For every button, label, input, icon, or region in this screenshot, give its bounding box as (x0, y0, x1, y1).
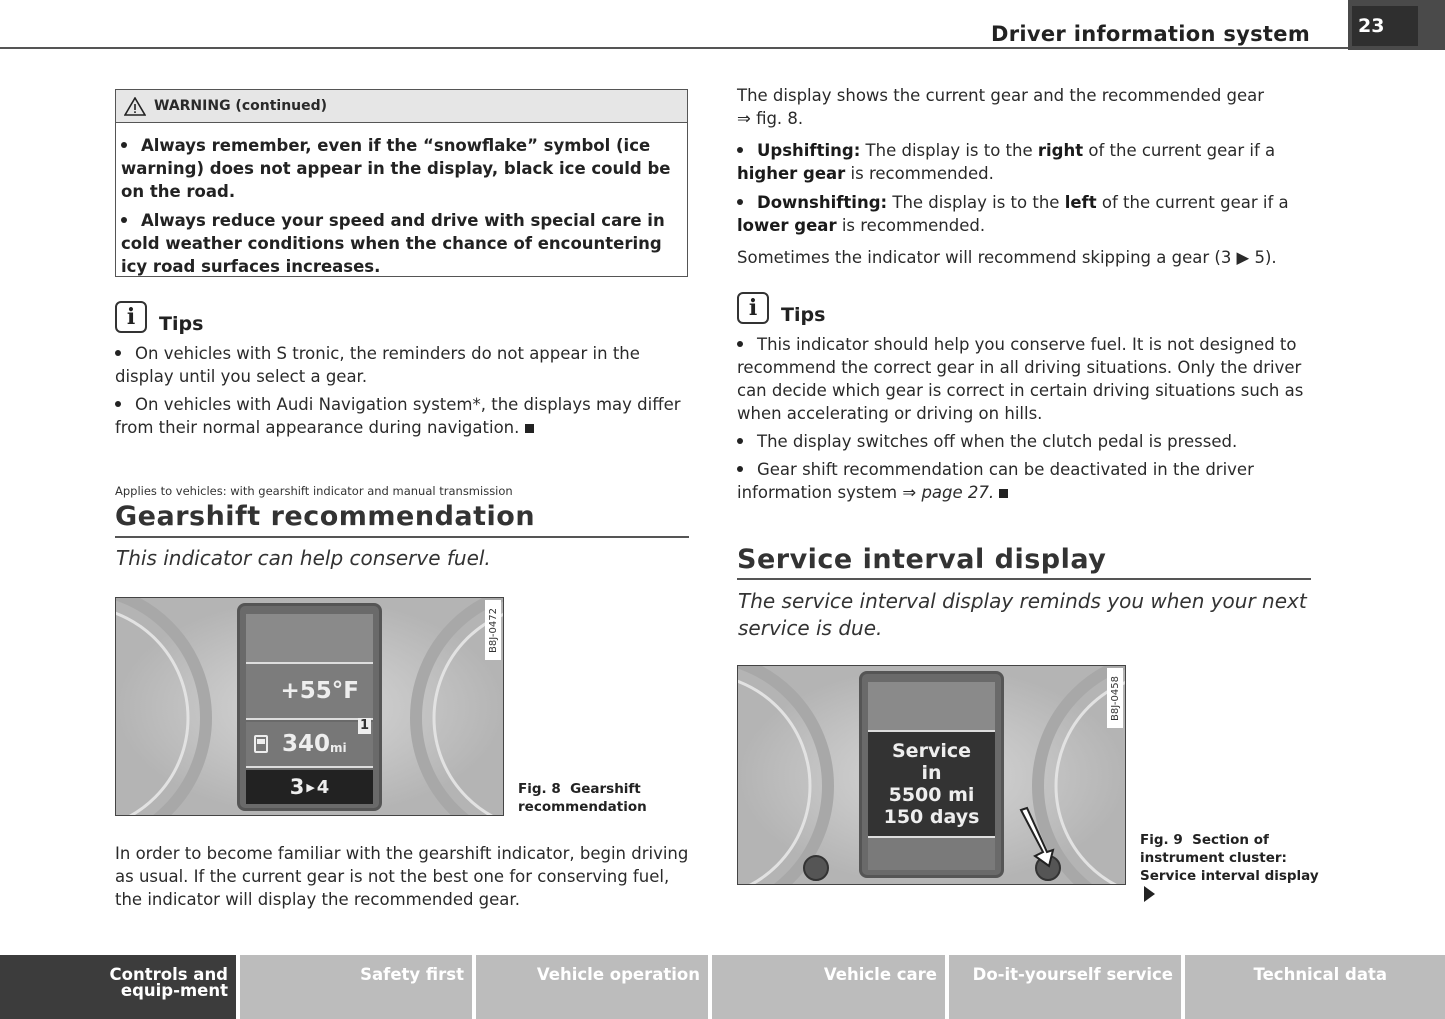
current-gear: 3 (289, 775, 305, 799)
warning-item: Always remember, even if the “snowflake” symbol (ice warning) does not appear in the display, black ice could be on the road. (121, 136, 671, 201)
info-icon: i (737, 292, 769, 324)
downshifting-item: Downshifting: The display is to the left of the current gear if a lower gear is recommended. (737, 193, 1289, 235)
info-icon: i (115, 301, 147, 333)
applies-note: Applies to vehicles: with gearshift indicator and manual transmission (115, 484, 513, 498)
tip-item: On vehicles with S tronic, the reminders do not appear in the display until you select a gear. (115, 344, 640, 386)
footer-tab-safety[interactable]: Safety first (240, 955, 472, 1019)
figure-code-box (485, 600, 501, 660)
skip-gear-note: Sometimes the indicator will recommend skipping a gear (3 ▶ 5). (737, 248, 1277, 267)
gear-arrow-icon: ▶ (306, 780, 315, 794)
continue-arrow-icon (1144, 886, 1155, 902)
page-reference-link[interactable]: page 27. (921, 483, 995, 502)
figure-9-service-display (737, 665, 1126, 885)
page-number: 23 (1352, 6, 1418, 46)
footer-tab-vehicle-care[interactable]: Vehicle care (712, 955, 945, 1019)
section-title: Service interval display (737, 544, 1107, 575)
warning-item: Always reduce your speed and drive with special care in cold weather conditions when the chance of encountering icy road surfaces increases. (121, 211, 665, 276)
range-unit: mi (330, 741, 347, 755)
warning-triangle-icon (124, 97, 146, 116)
gear-badge: 1 (359, 718, 369, 733)
end-mark (999, 489, 1008, 498)
temperature-readout: +55°F (246, 664, 373, 720)
footer-tab-controls[interactable]: Controls and equip-ment (0, 955, 236, 1019)
header-rule (0, 47, 1348, 49)
tips-heading-right (737, 292, 825, 324)
range-value: 340 (282, 731, 331, 757)
right-column-intro: The display shows the current gear and the recommended gear ⇒ fig. 8. Upshifting: The display is to the right of the current gear if a higher gear is recommended. Downshifting: The display is to the left of the current gear if a lower gear is recommended. Sometimes the indicator will recommend skipping a gear (3 ▶ 5). (737, 84, 1312, 269)
figure-8-gearshift-display (115, 597, 504, 816)
tip-item: This indicator should help you conserve fuel. It is not designed to recommend the correct gear in all driving situations. Only the driver can decide which gear is correct in certain driving situations such as when accelerating or driving on hills. (737, 335, 1304, 423)
section-rule (737, 578, 1311, 580)
gear-recommendation (246, 770, 373, 804)
figure-code-box (1107, 668, 1123, 728)
figure-8-caption: Fig. 8 Gearshift recommendation (518, 781, 647, 815)
footer-tab-technical-data[interactable]: Technical data (1185, 955, 1445, 1019)
pointer-hand-icon (1013, 806, 1063, 876)
running-header-title: Driver information system (991, 22, 1310, 46)
footer-tab-diy-service[interactable]: Do-it-yourself service (949, 955, 1181, 1019)
tips-list-right (737, 333, 1312, 504)
tips-title: Tips (159, 313, 204, 335)
figure-9-caption: Fig. 9 Section of instrument cluster: Service interval display (1140, 831, 1320, 903)
range-readout (246, 718, 373, 768)
warning-title: WARNING (continued) (154, 98, 328, 114)
fuel-pump-icon (254, 735, 268, 753)
section-subtitle: The service interval display reminds you when your next service is due. (738, 589, 1307, 640)
section-rule (115, 536, 689, 538)
upshifting-item: Upshifting: The display is to the right of the current gear if a higher gear is recommended. (737, 141, 1276, 183)
gearshift-body: In order to become familiar with the gearshift indicator, begin driving as usual. If the current gear is not the best one for conserving fuel, the indicator will display the recommended gear. (115, 844, 689, 909)
tips-title: Tips (781, 304, 826, 326)
tip-item: Gear shift recommendation can be deactivated in the driver information system ⇒ page 27. (737, 460, 1254, 502)
tip-item: The display switches off when the clutch pedal is pressed. (737, 430, 1312, 453)
tip-item: On vehicles with Audi Navigation system*, the displays may differ from their normal appearance during navigation. (115, 395, 681, 437)
tips-heading (115, 301, 203, 333)
warning-list (121, 134, 683, 278)
figure-code: B8J-0472 (487, 607, 499, 653)
end-mark (525, 424, 534, 433)
display-screen (237, 603, 382, 811)
warning-header (116, 90, 687, 123)
recommended-gear: 4 (316, 776, 330, 798)
figure-code: B8J-0458 (1109, 675, 1121, 721)
display-screen (859, 671, 1004, 878)
section-title: Gearshift recommendation (115, 501, 536, 532)
service-message: Service in 5500 mi 150 days (868, 732, 995, 838)
footer-tab-vehicle-operation[interactable]: Vehicle operation (476, 955, 708, 1019)
section-subtitle: This indicator can help conserve fuel. (116, 546, 491, 570)
tips-list (115, 342, 685, 439)
